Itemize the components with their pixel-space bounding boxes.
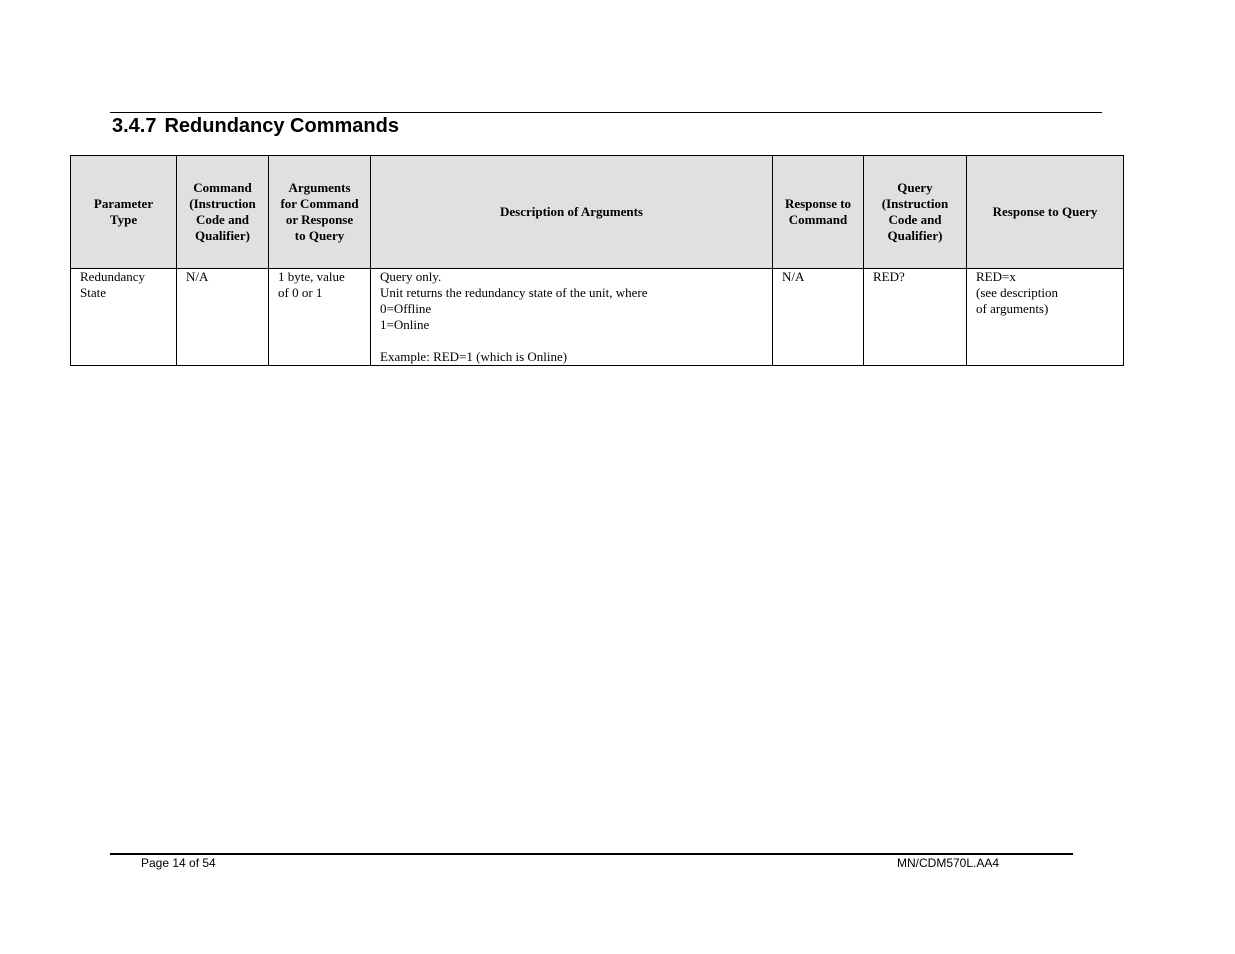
cell-response-to-query: RED=x (see description of arguments): [967, 269, 1124, 366]
document-id: MN/CDM570L.AA4: [897, 856, 1000, 870]
footer-rule: [110, 853, 1073, 855]
cell-command: N/A: [177, 269, 269, 366]
table-row: [71, 269, 1124, 366]
section-heading: [112, 114, 399, 138]
cell-arguments: 1 byte, value of 0 or 1: [269, 269, 371, 366]
header-response-to-query: Response to Query: [967, 156, 1124, 269]
section-number: 3.4.7: [112, 115, 157, 137]
header-arguments: Arguments for Command or Response to Query: [269, 156, 371, 269]
header-description: Description of Arguments: [371, 156, 773, 269]
cell-response-to-command: N/A: [773, 269, 864, 366]
header-parameter-type: Parameter Type: [71, 156, 177, 269]
header-response-to-command: Response to Command: [773, 156, 864, 269]
section-title: Redundancy Commands: [164, 115, 399, 137]
redundancy-commands-table: [70, 155, 1124, 366]
page-number: Page 14 of 54: [141, 856, 216, 870]
cell-description: Query only. Unit returns the redundancy state of the unit, where 0=Offline 1=Online Example: RED=1 (which is Online): [371, 269, 773, 366]
section-top-rule: [110, 112, 1102, 113]
header-command: Command (Instruction Code and Qualifier): [177, 156, 269, 269]
table-header-row: [71, 156, 1124, 269]
cell-parameter-type: Redundancy State: [71, 269, 177, 366]
cell-query: RED?: [864, 269, 967, 366]
header-query: Query (Instruction Code and Qualifier): [864, 156, 967, 269]
